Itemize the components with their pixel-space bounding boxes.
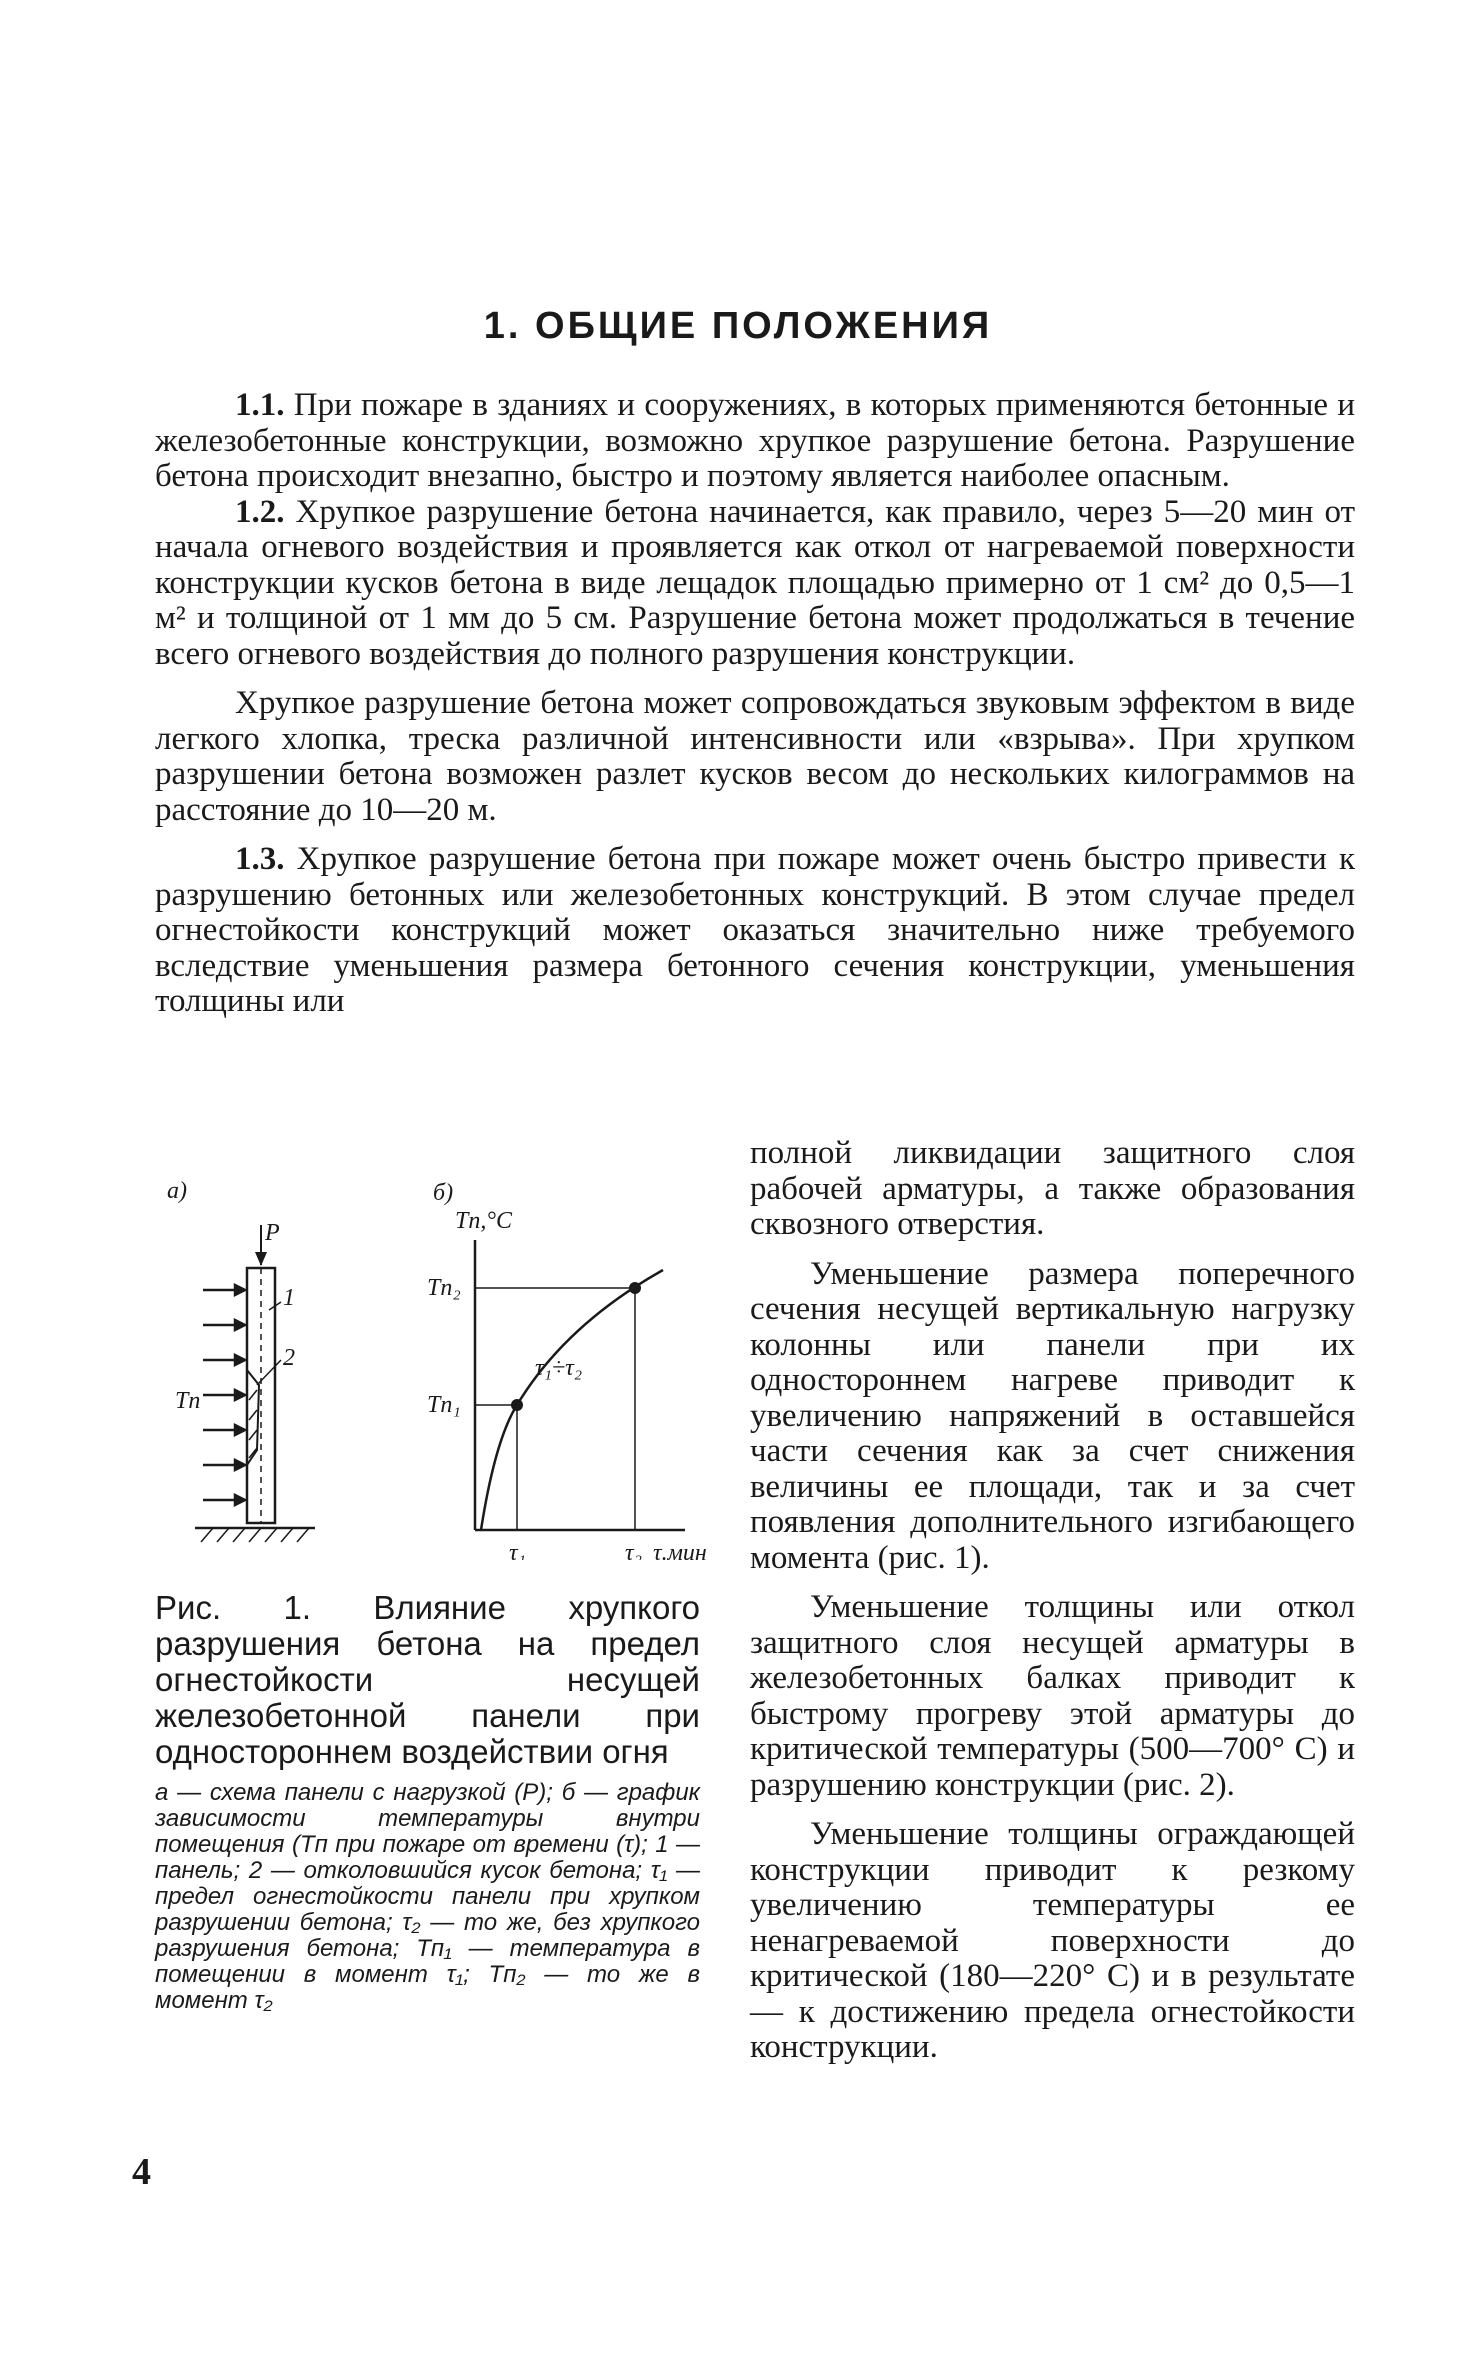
paragraph-number: 1.3.	[235, 841, 285, 877]
point-t1	[511, 1399, 523, 1411]
axis-y-label: Tп,°C	[455, 1208, 512, 1234]
point-t2	[629, 1282, 641, 1294]
right-paragraph-continuation: полной ликвидации защитного слоя рабочей арматуры, а также образования сквозного отверстия.	[750, 1135, 1355, 1242]
paragraph-text: Хрупкое разрушение бетона начинается, как правило, через 5—20 мин от начала огневого воздействия и проявляется как откол от нагреваемой поверхности конструкции кусков бетона в виде лещадок площадью примерно от 1 см² до 0,5—1 м² и толщиной от 1 мм до 5 см. Разрушение бетона может продолжаться в течение всего огневого воздействия до полного разрушения конструкции.	[155, 493, 1355, 672]
page-number: 4	[132, 2151, 151, 2193]
right-paragraph-enclosing: Уменьшение толщины ограждающей конструкции приводит к резкому увеличению температуры ее ненагреваемой поверхности до критической (180—220° С) и в результате — к достижению предела огнестойкости конструкции.	[750, 1816, 1355, 2065]
hatch-line	[249, 1410, 257, 1420]
ground-hatch	[201, 1528, 309, 1542]
paragraph-number: 1.1.	[235, 387, 285, 423]
axis-x-label: τ.мин	[653, 1540, 707, 1560]
load-arrowhead	[255, 1252, 267, 1266]
section-heading: 1. ОБЩИЕ ПОЛОЖЕНИЯ	[483, 305, 993, 347]
curve-label: τ₁÷τ₂	[535, 1355, 583, 1381]
tick-t1: τ₁	[509, 1540, 526, 1560]
hatch-line	[249, 1430, 257, 1440]
caption-title: Рис. 1. Влияние хрупкого разрушения бетона на предел огнестойкости несущей железобетонной панели при одностороннем воздействии огня	[155, 1589, 700, 1770]
figure-1	[165, 1170, 725, 1560]
hatch-line	[249, 1390, 257, 1400]
label-room-temp: Tп	[175, 1388, 201, 1414]
paragraph-text: Хрупкое разрушение бетона может сопровождаться звуковым эффектом в виде легкого хлопка, треска различной интенсивности или «взрыва». При хрупком разрушении бетона возможен разлет кусков весом до нескольких килограммов на расстояние до 10—20 м.	[155, 685, 1355, 828]
label-panel-1: 1	[283, 1285, 295, 1311]
caption-legend: а — схема панели с нагрузкой (P); б — график зависимости температуры внутри помещения (Tп при пожаре от времени (τ); 1 — панель; 2 — отколовшийся кусок бетона; τ₁ — предел огнестойкости панели при хрупком разрушении бетона; τ₂ — то же, без хрупкого разрушения бетона; Tп₁ — температура в помещении в момент τ₁; Tп₂ — то же в момент τ₂	[155, 1779, 700, 2014]
paragraph-sound-effect	[155, 686, 1355, 828]
tick-tn2: Tп₂	[427, 1275, 461, 1301]
right-paragraph-cross-section: Уменьшение размера поперечного сечения несущей вертикальную нагрузку колонны или панели при их одностороннем нагреве приводит к увеличению напряжений в оставшейся части сечения как за счет снижения величины ее площади, так и за счет появления дополнительного изгибающего момента (рис. 1).	[750, 1255, 1355, 1576]
right-paragraph-cover-layer: Уменьшение толщины или откол защитного слоя несущей арматуры в железобетонных балках приводит к быстрому прогреву этой арматуры до критической температуры (500—700° С) и разрушению конструкции (рис. 2).	[750, 1589, 1355, 1803]
label-piece-2: 2	[283, 1345, 295, 1371]
figure-1-drawing	[165, 1170, 725, 1560]
label-b: б)	[433, 1180, 454, 1206]
body-text-top	[155, 388, 1355, 1020]
paragraph-text: При пожаре в зданиях и сооружениях, в которых применяются бетонные и железобетонные конструкции, возможно хрупкое разрушение бетона. Разрушение бетона происходит внезапно, быстро и поэтому является наиболее опасным.	[155, 387, 1355, 494]
label-load-p: P	[265, 1220, 280, 1246]
paragraph-text: Хрупкое разрушение бетона при пожаре может очень быстро привести к разрушению бетонных или железобетонных конструкций. В этом случае предел огнестойкости конструкций может оказаться значительно ниже требуемого вследствие уменьшения размера бетонного сечения конструкции, уменьшения толщины или	[155, 841, 1355, 1019]
label-a: а)	[167, 1178, 187, 1204]
fire-arrows	[203, 1285, 245, 1505]
paragraph-number: 1.2.	[235, 493, 285, 530]
paragraph-1-1	[155, 388, 1355, 495]
paragraph-1-3	[155, 842, 1355, 1020]
right-column-text	[750, 1136, 1355, 2066]
figure-caption	[155, 1590, 700, 2014]
tick-t2: τ₂	[625, 1540, 642, 1560]
tick-tn1: Tп₁	[427, 1392, 461, 1418]
paragraph-1-2	[155, 495, 1355, 673]
